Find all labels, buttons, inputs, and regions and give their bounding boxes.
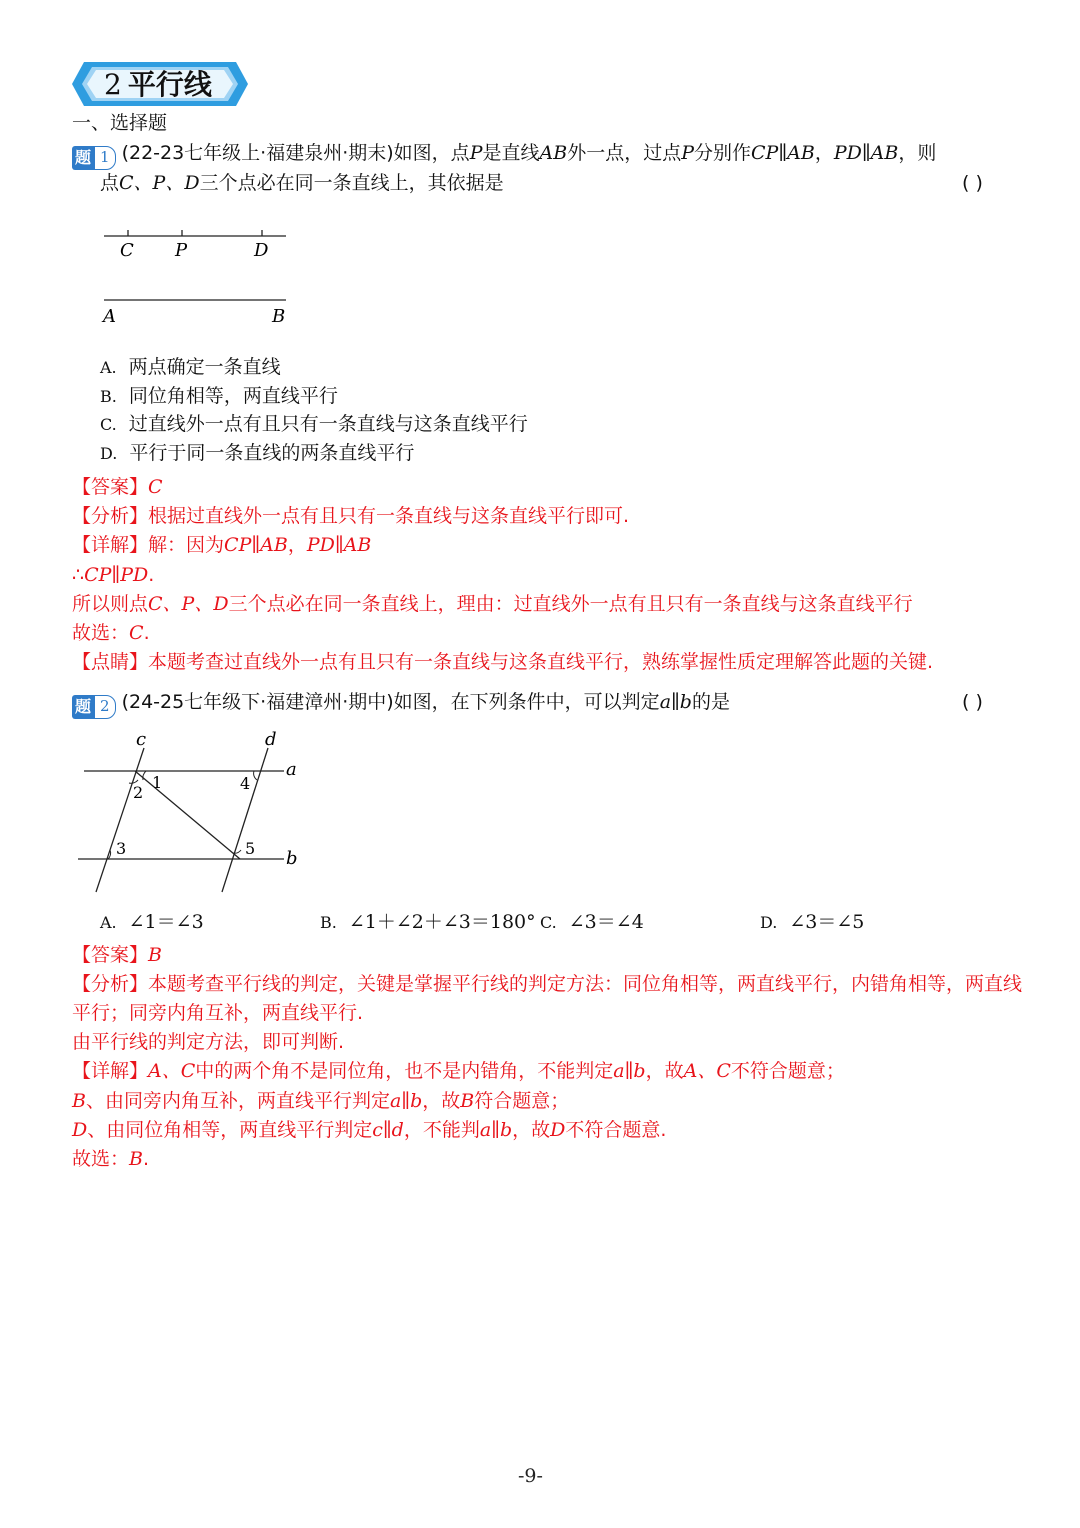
q2-option-a: A. ∠1＝∠3 — [100, 911, 204, 933]
q2-choose: 故选：B. — [72, 1148, 150, 1170]
q2-option-b: B. ∠1＋∠2＋∠3＝180° — [320, 911, 536, 933]
q1-analysis: 【分析】根据过直线外一点有且只有一条直线与这条直线平行即可. — [72, 505, 630, 527]
q1-detail: 【详解】解：因为CP∥AB，PD∥AB — [72, 534, 372, 556]
q1-line1: 题 1 (22-23七年级上·福建泉州·期末)如图，点P是直线AB外一点，过点P分别作CP∥AB，PD∥AB，则 — [72, 139, 936, 170]
q1-option-b: B. 同位角相等，两直线平行 — [100, 385, 338, 407]
q1-answer-bracket: ( ) — [962, 172, 983, 194]
q1-badge: 题 1 — [72, 146, 116, 170]
q1-line2: 点C、P、D三个点必在同一条直线上，其依据是 — [100, 172, 504, 194]
fig2-label-b: b — [286, 848, 298, 869]
q2-option-d: D. ∠3＝∠5 — [760, 911, 865, 933]
fig2-label-c: c — [136, 729, 147, 750]
fig1-label-b: B — [272, 306, 286, 327]
fig2-angle-2: 2 — [133, 783, 144, 802]
fig2-label-d: d — [265, 729, 277, 750]
q2-figure — [74, 726, 310, 898]
q2-answer: 【答案】B — [72, 944, 162, 966]
q1-figure — [96, 222, 296, 332]
q1-option-c: C. 过直线外一点有且只有一条直线与这条直线平行 — [100, 413, 528, 435]
q1-option-d: D. 平行于同一条直线的两条直线平行 — [100, 442, 415, 464]
fig1-label-p: P — [175, 240, 188, 261]
q2-badge: 题 2 — [72, 695, 116, 719]
q2-line1: 题 2 (24-25七年级下·福建漳州·期中)如图，在下列条件中，可以判定a∥b的是 — [72, 688, 730, 719]
section-title-text: 平行线 — [127, 68, 212, 101]
q2-analysis-line1: 【分析】本题考查平行线的判定，关键是掌握平行线的判定方法：同位角相等，两直线平行，内错角相等，两直线 — [72, 973, 1023, 995]
part-heading: 一、选择题 — [72, 112, 168, 134]
q1-therefore: ∴CP∥PD. — [72, 564, 155, 586]
section-number: 2 — [104, 68, 122, 101]
fig1-label-c: C — [120, 240, 134, 261]
q2-detail-line1: 【详解】A、C中的两个角不是同位角，也不是内错角，不能判定a∥b，故A、C不符合题意； — [72, 1060, 845, 1082]
page-number: -9- — [518, 1465, 543, 1487]
q1-choose: 故选：C. — [72, 622, 150, 644]
q2-answer-bracket: ( ) — [962, 691, 983, 713]
fig1-label-a: A — [103, 306, 116, 327]
q1-answer: 【答案】C — [72, 476, 163, 498]
q2-analysis-line3: 由平行线的判定方法，即可判断. — [72, 1031, 345, 1053]
q2-analysis-line2: 平行；同旁内角互补，两直线平行. — [72, 1002, 364, 1024]
fig1-label-d: D — [254, 240, 269, 261]
fig2-angle-5: 5 — [245, 839, 256, 858]
section-title — [104, 66, 212, 104]
q1-option-a: A. 两点确定一条直线 — [100, 356, 281, 378]
fig2-label-a: a — [286, 759, 297, 780]
q1-so: 所以则点C、P、D三个点必在同一条直线上，理由：过直线外一点有且只有一条直线与这条直线平行 — [72, 593, 913, 615]
fig2-angle-4: 4 — [240, 774, 251, 793]
q2-detail-line3: D、由同位角相等，两直线平行判定c∥d，不能判a∥b，故D不符合题意. — [72, 1119, 667, 1141]
q1-comment: 【点睛】本题考查过直线外一点有且只有一条直线与这条直线平行，熟练掌握性质定理解答此题的关键. — [72, 651, 934, 673]
fig2-angle-3: 3 — [116, 839, 127, 858]
q2-detail-line2: B、由同旁内角互补，两直线平行判定a∥b，故B符合题意； — [72, 1090, 570, 1112]
fig2-angle-1: 1 — [152, 773, 163, 792]
q2-option-c: C. ∠3＝∠4 — [540, 911, 644, 933]
